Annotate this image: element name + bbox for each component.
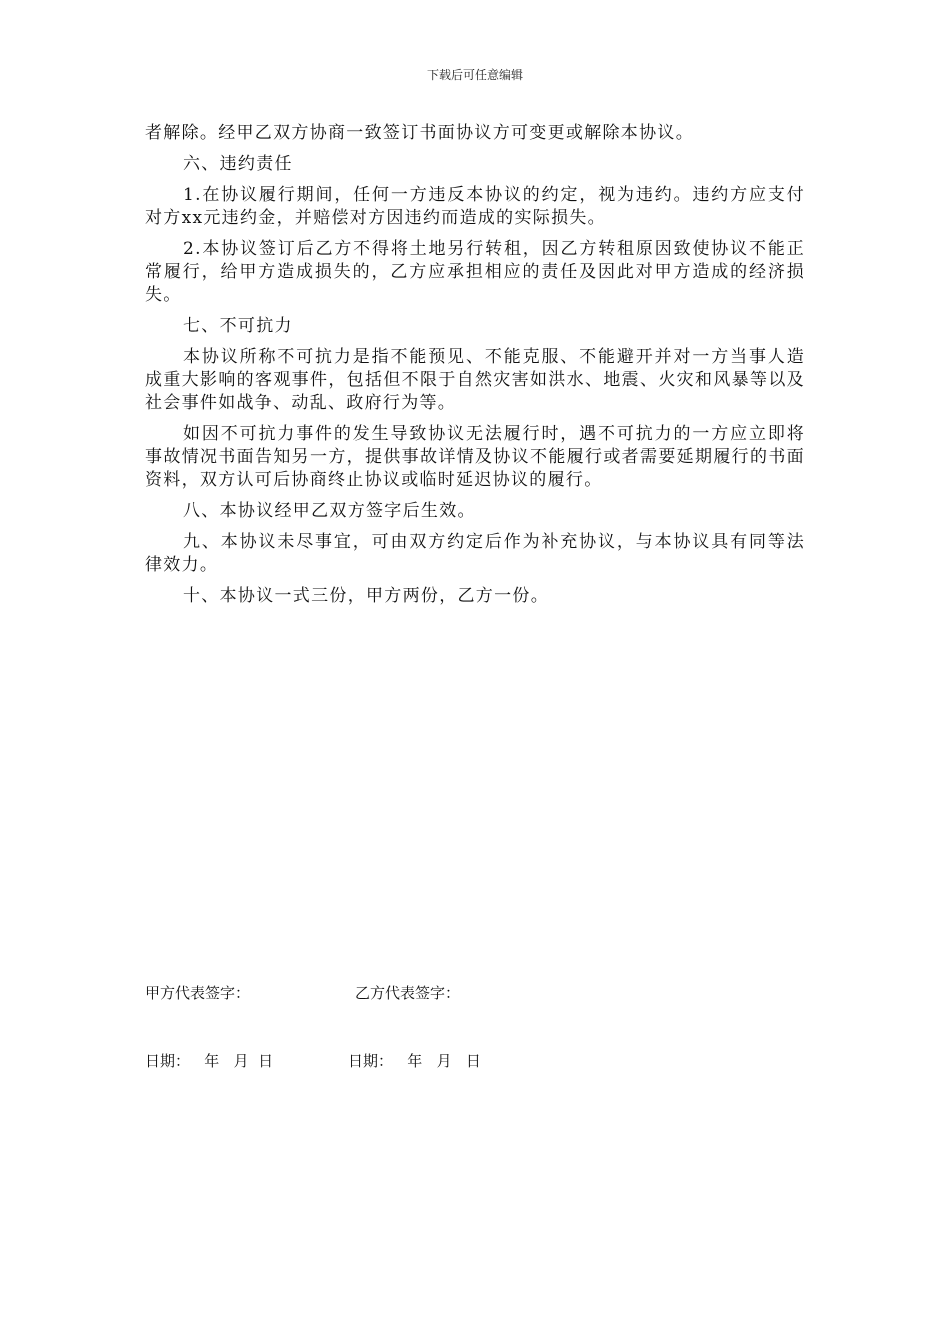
- paragraph-force-majeure-procedure: 如因不可抗力事件的发生导致协议无法履行时，遇不可抗力的一方应立即将事故情况书面告知另一方，提供事故详情及协议不能履行或者需要延期履行的书面资料，双方认可后协商终止协议或临时延迟协议的履行。: [145, 424, 805, 490]
- paragraph-continuation: 者解除。经甲乙双方协商一致签订书面协议方可变更或解除本协议。: [145, 123, 694, 143]
- paragraph-force-majeure-definition: 本协议所称不可抗力是指不能预见、不能克服、不能避开并对一方当事人造成重大影响的客观事件，包括但不限于自然灾害如洪水、地震、火灾和风暴等以及社会事件如战争、动乱、政府行为等。: [145, 347, 805, 413]
- party-a-signature-label: 甲方代表签字：: [145, 984, 251, 1002]
- section-heading-breach: 六、违约责任: [183, 154, 293, 174]
- paragraph-breach-1: 1.在协议履行期间，任何一方违反本协议的约定，视为违约。违约方应支付对方xx元违约金，并赔偿对方因违约而造成的实际损失。: [145, 185, 805, 228]
- party-b-date: 日期： 年 月 日: [348, 1052, 481, 1070]
- paragraph-copies: 十、本协议一式三份，甲方两份，乙方一份。: [183, 586, 549, 606]
- paragraph-effective: 八、本协议经甲乙双方签字后生效。: [183, 501, 476, 521]
- party-b-signature-label: 乙方代表签字：: [355, 984, 461, 1002]
- paragraph-supplement: 九、本协议未尽事宜，可由双方约定后作为补充协议，与本协议具有同等法律效力。: [145, 532, 805, 575]
- header-note: 下载后可任意编辑: [426, 68, 523, 82]
- section-heading-force-majeure: 七、不可抗力: [183, 316, 293, 336]
- party-a-date: 日期： 年 月 日: [145, 1052, 274, 1070]
- agreement-body: [145, 122, 805, 616]
- paragraph-breach-2: 2.本协议签订后乙方不得将土地另行转租，因乙方转租原因致使协议不能正常履行，给甲方造成损失的，乙方应承担相应的责任及因此对甲方造成的经济损失。: [145, 239, 805, 305]
